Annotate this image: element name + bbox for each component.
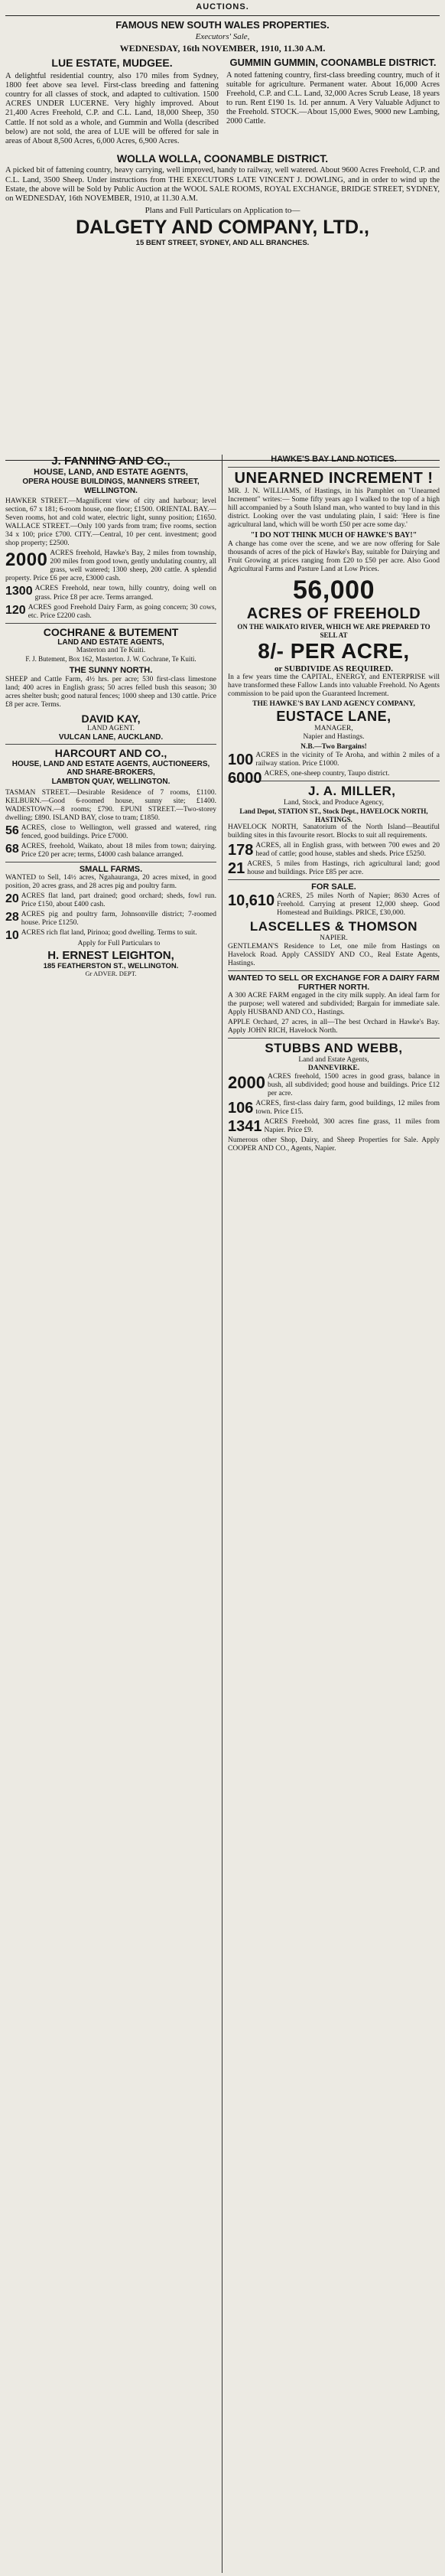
auction-title: FAMOUS NEW SOUTH WALES PROPERTIES. xyxy=(115,18,330,31)
section-header: AUCTIONS. xyxy=(196,2,249,11)
fanning-listings: HAWKER STREET.—Magnificent view of city and harbour; level section, 67 x 181; 6-room house, one floor; £1500. ORIENTAL BAY.—Seven rooms, hot and cold water, electric light, sunny position; £1650. WALLACE STREET.—Only 100 yards from tram; five rooms, section 34 x 100; price £700. CITY.—Central, 10 per cent. investment; good shop property; £2500. xyxy=(5,497,216,548)
lascelles-text: GENTLEMAN'S Residence to Let, one mile from Hastings on Havelock Road. Apply CASSIDY AND CO., Real Estate Agents, Hastings. xyxy=(228,942,440,967)
cochrane-head: COCHRANE & BUTEMENT xyxy=(43,625,179,638)
david-address: VULCAN LANE, AUCKLAND. xyxy=(58,732,164,742)
price-sub: or SUBDIVIDE AS REQUIRED. xyxy=(274,664,394,673)
lue-head: LUE ESTATE, MUDGEE. xyxy=(51,57,173,70)
gummin-head: GUMMIN GUMMIN, COONAMBLE DISTRICT. xyxy=(229,57,437,69)
listing-10: ACRES rich flat land, Pirinoa; good dwelling. Terms to suit. xyxy=(21,929,197,937)
miller-head: J. A. MILLER, xyxy=(308,784,396,799)
harcourt-address: LAMBTON QUAY, WELLINGTON. xyxy=(51,777,171,786)
eustace-head: EUSTACE LANE, xyxy=(276,709,391,725)
fanning-address: OPERA HOUSE BUILDINGS, MANNERS STREET, WELLINGTON. xyxy=(22,478,200,495)
sunny-head: THE SUNNY NORTH. xyxy=(69,665,153,675)
particulars: Plans and Full Particulars on Application to— xyxy=(145,206,300,216)
stubbs-address: DANNEVIRKE. xyxy=(307,1064,360,1072)
wolla-head: WOLLA WOLLA, COONAMBLE DISTRICT. xyxy=(116,152,329,165)
harcourt-listings: TASMAN STREET.—Desirable Residence of 7 rooms, £1100. KELBURN.—Good 6-roomed house, sunny site; £1400. WADESTOWN.—8 rooms; £790. EPUNI STREET.—Two-storey dwelling; £890. ISLAND BAY, close to tram; £1850. xyxy=(5,788,216,822)
listing-20: ACRES flat land, part drained; good orchard; sheds, fowl run. Price £150, about £400 cash. xyxy=(21,892,216,909)
listing-10610: ACRES, 25 miles North of Napier; 8630 Acres of Freehold. Carrying at present 12,000 sheep. Good Homestead and Buildings. PRICE, £30,000. xyxy=(277,892,440,917)
lue-estate xyxy=(5,57,219,148)
divider xyxy=(5,744,216,745)
cochrane-sub: LAND AND ESTATE AGENTS, xyxy=(57,637,164,647)
sunny-text: SHEEP and Cattle Farm, 4½ hrs. per acre; 530 first-class limestone land; 400 acres in English grass; 50 acres felled bush this season; 30 acres shelter bush; good natural fences; 1000 sheep and 130 cattle. Price £8 per acre. Terms. xyxy=(5,675,216,709)
waikato-line: ON THE WAIKATO RIVER, WHICH WE ARE PREPARED TO SELL AT xyxy=(237,623,430,639)
divider xyxy=(228,1038,440,1039)
hawke-head: HAWKE'S BAY LAND NOTICES. xyxy=(271,455,397,464)
unearned-head: UNEARNED INCREMENT ! xyxy=(234,469,434,487)
eustace-address: Napier and Hastings. xyxy=(303,733,365,742)
cochrane-box: F. J. Butement, Box 162, Masterton. J. W. Cochrane, Te Kuiti. xyxy=(25,655,197,664)
agent-address: 15 BENT STREET, SYDNEY, AND ALL BRANCHES. xyxy=(135,238,310,247)
wolla-text: A picked bit of fattening country, heavy carrying, well improved, handy to railway, well watered. About 9600 Acres Freehold, C.P. and C.L. Land, 3500 Sheep. Under instructions from THE EXECUTORS LATE VINCENT J. DOWLING, and in order to wind up the Estate, the above will be Sold by Public Auction at the WOOL SALE ROOMS, ROYAL EXCHANGE, BRIDGE STREET, SYDNEY, on WEDNESDAY, 16th NOVEMBER, 1910, at 11.30 A.M. xyxy=(5,166,440,203)
small-farms-head: SMALL FARMS. xyxy=(79,864,143,874)
listing-120: ACRES good Freehold Dairy Farm, as going concern; 30 cows, etc. Price £2200 cash. xyxy=(28,603,216,620)
listing-1341: ACRES Freehold, 300 acres fine grass, 11 miles from Napier. Price £9. xyxy=(264,1117,440,1134)
gummin-estate xyxy=(226,57,440,148)
lue-text: A delightful residential country, also 170 miles from Sydney, 1800 feet above sea level. First-class breeding and fattening country for all classes of stock, and adapted to cultivation. 1500 ACRES UNDER LUCERNE. Very highly improved. About 21,400 Acres Freehold, C.P. and C.L. Land, 18,000 Sheep, 350 Cattle. If not sold as a whole, and Gummin and Wolla (described below) are not sold, the area of LUE will be offered for sale in areas of About 8,500 Acres, 6,000 Acres, 6,900 Acres. xyxy=(5,71,219,145)
lascelles-address: NAPIER. xyxy=(320,934,348,942)
miller-text: HAVELOCK NORTH, Sanatorium of the North Island—Beautiful building sites in this favourite resort. Blocks to suit all requirements. xyxy=(228,823,440,840)
price-text: In a few years time the CAPITAL, ENERGY, and ENTERPRISE will have transformed these Fallow Lands into valuable Freehold. No Agents commission to be paid upon the Guaranteed Increment. xyxy=(228,673,440,699)
agency-name: THE HAWKE'S BAY LAND AGENCY COMPANY, xyxy=(252,700,415,709)
divider xyxy=(228,970,440,971)
fanning-head: J. FANNING AND CO., xyxy=(51,455,171,468)
leighton-address: 185 FEATHERSTON ST., WELLINGTON. xyxy=(43,961,179,970)
stubbs-head: STUBBS AND WEBB, xyxy=(265,1041,403,1056)
quote-text: A change has come over the scene, and we are now offering for Sale thousands of acres of the pick of Hawke's Bay, suitable for Dairying and Fruit Growing at prices ranging from £20 to £50 per acre. Also Good Agricultural Farms and Pasture Land at Low Prices. xyxy=(228,540,440,573)
divider xyxy=(5,15,440,16)
gummin-text: A noted fattening country, first-class breeding country, much of it suitable for agriculture. Permanent water. About 16,000 Acres Freehold, C.P. and C.L. Land, 32,000 Acres Scrub Lease, 18 years to run. Rent £190 1s. 1d. per annum. A Very Valuable Adjunct to the Freehold. STOCK.—About 15,000 Ewes, 9000 new Lambing, 2000 Cattle. xyxy=(226,70,440,126)
apply-line: Apply for Full Particulars to xyxy=(77,940,161,948)
divider xyxy=(228,467,440,468)
apple-orchard: APPLE Orchard, 27 acres, in all—The best Orchard in Hawke's Bay. Apply JOHN RICH, Havelock North. xyxy=(228,1019,440,1035)
leighton-head: H. ERNEST LEIGHTON, xyxy=(47,948,174,962)
listing-21: ACRES, 5 miles from Hastings, rich agricultural land; good house and buildings. Price £85 per acre. xyxy=(247,860,440,877)
small-farms-text: WANTED to Sell, 14½ acres, Ngahauranga, 20 acres mixed, in good position, 20 acres grass, and 28 acres pig and poultry farm. xyxy=(5,874,216,891)
david-sub: LAND AGENT. xyxy=(86,724,135,732)
agent-name: DALGETY AND COMPANY, LTD., xyxy=(76,216,369,238)
forsale-head: FOR SALE. xyxy=(311,882,356,892)
fanning-sub: HOUSE, LAND, AND ESTATE AGENTS, xyxy=(34,468,188,478)
lascelles-head: LASCELLES & THOMSON xyxy=(249,918,418,934)
wanted-text: A 300 ACRE FARM engaged in the city milk supply. An ideal farm for the purpose; well watered and subdivided; Bargain for immediate sale. Apply HUSBAND AND CO., Hastings. xyxy=(228,992,440,1017)
listing-178: ACRES, all in English grass, with between 700 ewes and 20 head of cattle; good house, stables and sheds. Price £5250. xyxy=(255,842,440,859)
numerous: Numerous other Shop, Dairy, and Sheep Properties for Sale. Apply COOPER AND CO., Agents, Napier. xyxy=(228,1136,440,1153)
acres-56000: 56,000 xyxy=(293,575,375,605)
miller-address: Land Depot, STATION ST., Stock Dept., HAVELOCK NORTH, HASTINGS. xyxy=(239,807,428,823)
divider xyxy=(5,623,216,624)
harcourt-head: HARCOURT AND CO., xyxy=(54,747,167,760)
auction-ad xyxy=(5,19,440,457)
leighton-ref: Gr ADVER. DEPT. xyxy=(85,969,137,977)
bargains: N.B.—Two Bargains! xyxy=(300,743,367,752)
divider xyxy=(228,879,440,880)
listing-100: ACRES in the vicinity of Te Aroha, and within 2 miles of a railway station. Price £1000. xyxy=(255,752,440,768)
listing-68: ACRES, freehold, Waikato, about 18 miles from town; dairying. Price £20 per acre; terms, £4000 cash balance arranged. xyxy=(21,842,216,859)
acres-freehold: ACRES OF FREEHOLD xyxy=(246,605,421,623)
harcourt-sub: HOUSE, LAND AND ESTATE AGENTS, AUCTIONEERS, AND SHARE-BROKERS, xyxy=(11,759,210,778)
right-column: HAWKE'S BAY LAND NOTICES. UNEARNED INCREMENT ! MR. J. N. WILLIAMS, of Hastings, in his Pamphlet on "Unearned Increment" writes:— Some fifty years ago I walked to the top of a high hill accompanied by a South Island man, who wanted to buy land in this district. Looking over the vast undulating plain, I said: 'Here is fine agricultural land, which will be worth £50 per acre some day.' "I DO NOT THINK MUCH OF HAWKE'S BAY!" A change has come over the scene, and we are now offering for Sale thousands of acres of the pick of Hawke's Bay, suitable for Dairying and Fruit Growing at prices ranging from £20 to £50 per acre. Also Good Agricultural Farms and Pasture Land at Low Prices. 56,000 ACRES OF FREEHOLD ON THE WAIKATO RIVER, WHICH WE ARE PREPARED TO SELL AT 8/- PER ACRE, or SUBDIVIDE AS REQUIRED. In a few years time the CAPITAL, ENERGY, and ENTERPRISE will have transformed these Fallow Lands into valuable Freehold. No Agents commission to be paid upon the Guaranteed Increment. THE HAWKE'S BAY LAND AGENCY COMPANY, EUSTACE LANE, MANAGER, Napier and Hastings. N.B.—Two Bargains! 100 ACRES in the vicinity of Te Aroha, and within 2 miles of a railway station. Price £1000. 6000 ACRES, one-sheep country, Taupo district. J. A. MILLER, Land, Stock, and Produce Agency, Land Depot, STATION ST., Stock Dept., HAVELOCK NORTH, HASTINGS. HAVELOCK NORTH, Sanatorium of the North Island—Beautiful building sites in this favourite resort. Blocks to suit all requirements. 178 ACRES, all in English grass, with between 700 ewes and 20 head of cattle; good house, stables and sheds. Price £5250. 21 ACRES, 5 miles from Hastings, rich agricultural land; good house and buildings. Price £85 per acre. FOR SALE. 10,610 ACRES, 25 miles North of Napier; 8630 Acres of Freehold. Carrying at present 12,000 sheep. Good Homestead and Buildings. PRICE, £30,000. LASCELLES & THOMSON NAPIER. GENTLEMAN'S Residence to Let, one mile from Hastings on Havelock Road. Apply CASSIDY AND CO., Real Estate Agents, Hastings. WANTED TO SELL OR EXCHANGE FOR A DAIRY FARM FURTHER NORTH. A 300 ACRE FARM engaged in the city milk supply. An ideal farm for the purpose; well watered and subdivided; Bargain for immediate sale. Apply HUSBAND AND CO., Hastings. APPLE Orchard, 27 acres, in all—The best Orchard in Hawke's Bay. Apply JOHN RICH, Havelock North. STUBBS AND WEBB, Land and Estate Agents, DANNEVIRKE. 2000 ACRES freehold, 1500 acres in good grass, balance in bush, all subdivided; good house and buildings. Price £12 per acre. 106 ACRES, first-class dairy farm, good buildings, 12 miles from town. Price £15. 1341 ACRES Freehold, 300 acres fine grass, 11 miles from Napier. Price £9. Numerous other Shop, Dairy, and Sheep Properties for Sale. Apply COOPER AND CO., Agents, Napier. xyxy=(228,455,440,1153)
auction-date: WEDNESDAY, 16th NOVEMBER, 1910, 11.30 A.M. xyxy=(119,42,326,54)
listing-56: ACRES, close to Wellington, well grassed and watered, ring fenced, good buildings. Price £7000. xyxy=(21,823,216,840)
listing-106: ACRES, first-class dairy farm, good buildings, 12 miles from town. Price £15. xyxy=(255,1099,440,1116)
listing-2000: ACRES freehold, Hawke's Bay, 2 miles from township, 200 miles from good town, gently undulating country, all grass, well watered; 1300 sheep, 200 cattle. A splendid property. Price £6 per acre, £3000 cash. xyxy=(5,549,216,583)
listing-r2000: ACRES freehold, 1500 acres in good grass, balance in bush, all subdivided; good house and buildings. Price £12 per acre. xyxy=(267,1072,440,1097)
miller-sub: Land, Stock, and Produce Agency, xyxy=(283,799,385,807)
david-head: DAVID KAY, xyxy=(81,712,141,725)
cochrane-address: Masterton and Te Kuiti. xyxy=(76,647,146,655)
quote-head: "I DO NOT THINK MUCH OF HAWKE'S BAY!" xyxy=(250,531,417,540)
left-column: J. FANNING AND CO., HOUSE, LAND, AND ESTATE AGENTS, OPERA HOUSE BUILDINGS, MANNERS STREET, WELLINGTON. HAWKER STREET.—Magnificent view of city and harbour; level section, 67 x 181; 6-room house, one floor; £1500. ORIENTAL BAY.—Seven rooms, hot and cold water, electric light, sunny position; £1650. WALLACE STREET.—Only 100 yards from tram; five rooms, section 34 x 100; price £700. CITY.—Central, 10 per cent. investment; good shop property; £2500. 2000 ACRES freehold, Hawke's Bay, 2 miles from township, 200 miles from good town, gently undulating country, all grass, well watered; 1300 sheep, 200 cattle. A splendid property. Price £6 per acre, £3000 cash. 1300 ACRES Freehold, near town, hilly country, doing well on grass. Price £8 per acre. Terms arranged. 120 ACRES good Freehold Dairy Farm, as going concern; 30 cows, etc. Price £2200 cash. COCHRANE & BUTEMENT LAND AND ESTATE AGENTS, Masterton and Te Kuiti. F. J. Butement, Box 162, Masterton. J. W. Cochrane, Te Kuiti. THE SUNNY NORTH. SHEEP and Cattle Farm, 4½ hrs. per acre; 530 first-class limestone land; 400 acres in English grass; 50 acres felled bush this season; 30 acres shelter bush; good natural fences; 1000 sheep and 130 cattle. Price £8 per acre. Terms. DAVID KAY, LAND AGENT. VULCAN LANE, AUCKLAND. HARCOURT AND CO., HOUSE, LAND AND ESTATE AGENTS, AUCTIONEERS, AND SHARE-BROKERS, LAMBTON QUAY, WELLINGTON. TASMAN STREET.—Desirable Residence of 7 rooms, £1100. KELBURN.—Good 6-roomed house, sunny site; £1400. WADESTOWN.—8 rooms; £790. EPUNI STREET.—Two-storey dwelling; £890. ISLAND BAY, close to tram; £1850. 56 ACRES, close to Wellington, well grassed and watered, ring fenced, good buildings. Price £7000. 68 ACRES, freehold, Waikato, about 18 miles from town; dairying. Price £20 per acre; terms, £4000 cash balance arranged. SMALL FARMS. WANTED to Sell, 14½ acres, Ngahauranga, 20 acres mixed, in good position, 20 acres grass, and 28 acres pig and poultry farm. 20 ACRES flat land, part drained; good orchard; sheds, fowl run. Price £150, about £400 cash. 28 ACRES pig and poultry farm, Johnsonville district; 7-roomed house. Price £1250. 10 ACRES rich flat land, Pirinoa; good dwelling. Terms to suit. Apply for Full Particulars to H. ERNEST LEIGHTON, 185 FEATHERSTON ST., WELLINGTON. Gr ADVER. DEPT. xyxy=(5,455,216,977)
wanted-head: WANTED TO SELL OR EXCHANGE FOR A DAIRY FARM FURTHER NORTH. xyxy=(228,973,440,992)
acres-10610: 10,610 xyxy=(228,892,275,909)
stubbs-sub: Land and Estate Agents, xyxy=(298,1055,369,1064)
unearned-text: MR. J. N. WILLIAMS, of Hastings, in his Pamphlet on "Unearned Increment" writes:— Some fifty years ago I walked to the top of a high hill accompanied by a South Island man, who wanted to buy land in this district. Looking over the vast undulating plain, I said: 'Here is fine agricultural land, which will be worth £50 per acre some day.' xyxy=(228,487,440,529)
listing-28: ACRES pig and poultry farm, Johnsonville district; 7-roomed house. Price £1250. xyxy=(21,911,216,928)
auction-subtitle: Executors' Sale, xyxy=(195,31,250,41)
eustace-sub: MANAGER, xyxy=(314,725,353,733)
price-per-acre: 8/- PER ACRE, xyxy=(258,639,410,664)
listing-1300: ACRES Freehold, near town, hilly country, doing well on grass. Price £8 per acre. Terms arranged. xyxy=(34,585,216,602)
listing-6000: ACRES, one-sheep country, Taupo district. xyxy=(264,770,390,778)
